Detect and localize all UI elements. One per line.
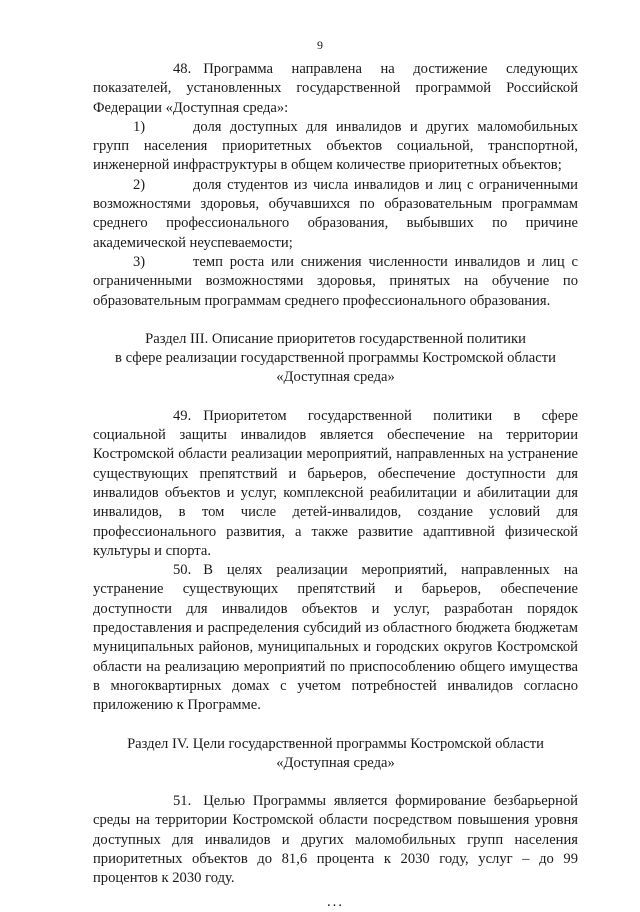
section-heading-line: «Доступная среда»	[276, 754, 395, 771]
section-heading-line: в сфере реализации государственной программы Костромской области	[115, 350, 556, 367]
paragraph-text: В целях реализации мероприятий, направленных на устранение существующих препятствий и барьеров, обеспечение доступности для инвалидов объектов и услуг, разработан порядок предоставления и распределения субсидий из областного бюджета бюджетам муниципальных районов, муниципальных и городских округов Костромской области на реализацию мероприятий по приспособлению общего имущества в многоквартирных домах с учетом потребностей инвалидов согласно приложению к Программе.	[93, 562, 578, 714]
paragraph-48	[93, 60, 578, 118]
paragraph-text: Приоритетом государственной политики в сфере социальной защиты инвалидов является обеспечение на территории Костромской области реализации мероприятий, направленных на устранение существующих препятствий и барьеров, обеспечение доступности для инвалидов объектов и услуг, комплексной реабилитации и абилитации для инвалидов, в том числе детей-инвалидов, создание условий для профессионального развития, а также развитие адаптивной физической культуры и спорта.	[93, 407, 578, 559]
paragraph-50	[93, 561, 578, 715]
paragraph-number: 50.	[173, 562, 192, 579]
document-body	[93, 60, 578, 912]
list-item-number: 3)	[133, 253, 146, 270]
continuation-marker: ...	[327, 893, 344, 910]
section-3-heading	[93, 330, 578, 388]
paragraph-number: 51.	[173, 793, 192, 810]
paragraph-text: Целью Программы является формирование безбарьерной среды на территории Костромской области посредством повышения уровня доступных для инвалидов и других маломобильных групп населения приоритетных объектов до 81,6 процента к 2030 году, услуг – до 99 процентов к 2030 году.	[93, 793, 578, 887]
section-4-heading	[93, 735, 578, 774]
paragraph-number: 49.	[173, 407, 192, 424]
paragraph-51	[93, 792, 578, 888]
paragraph-text: Программа направлена на достижение следующих показателей, установленных государственной программой Российской Федерации «Доступная среда»:	[93, 61, 578, 116]
list-item-1	[93, 118, 578, 176]
page-number: 9	[317, 38, 323, 52]
list-item-number: 2)	[133, 176, 146, 193]
list-item-number: 1)	[133, 118, 146, 135]
section-heading-line: Раздел III. Описание приоритетов государственной политики	[145, 330, 526, 347]
section-heading-line: Раздел IV. Цели государственной программы Костромской области	[127, 735, 544, 752]
list-item-2	[93, 176, 578, 253]
section-heading-line: «Доступная среда»	[276, 369, 395, 386]
paragraph-number: 48.	[173, 61, 192, 77]
list-item-3	[93, 253, 578, 311]
list-item-text: темп роста или снижения численности инвалидов и лиц с ограниченными возможностями здоровья, принятых на обучение по образовательным программам среднего профессионального образования.	[93, 253, 578, 309]
list-item-text: доля студентов из числа инвалидов и лиц с ограниченными возможностями здоровья, обучавшихся по образовательным программам среднего профессионального образования, выбывших по причине академической неуспеваемости;	[93, 176, 578, 251]
paragraph-49	[93, 407, 578, 561]
list-item-text: доля доступных для инвалидов и других маломобильных групп населения приоритетных объектов социальной, транспортной, инженерной инфраструктуры в общем количестве приоритетных объектов;	[93, 118, 578, 174]
